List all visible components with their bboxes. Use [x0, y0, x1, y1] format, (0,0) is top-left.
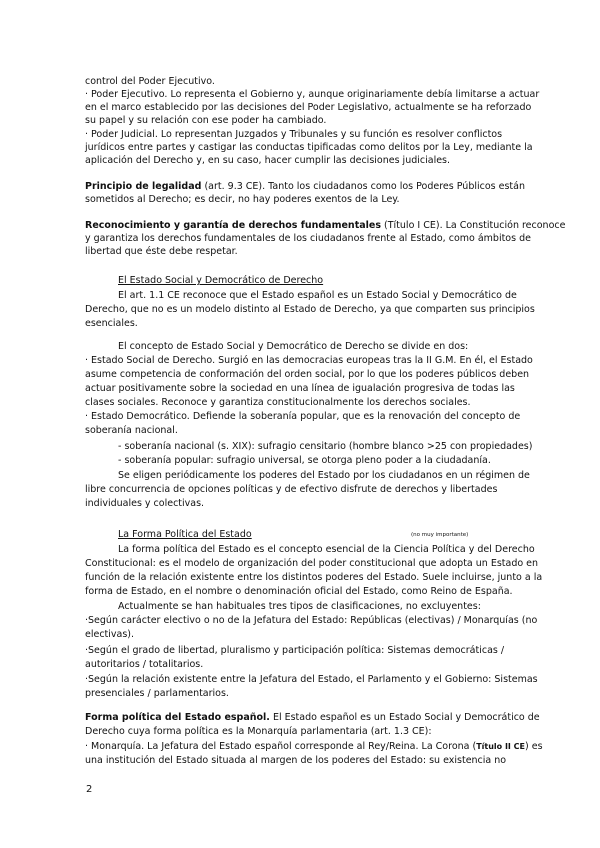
text-line: libre concurrencia de opciones políticas y de efectivo disfrute de derechos y libertades [85, 484, 498, 495]
text-line: Derecho, que no es un modelo distinto al Estado de Derecho, ya que comparten sus principios [85, 304, 535, 315]
text-line: esenciales. [85, 318, 138, 329]
text-line: una institución del Estado situada al margen de los poderes del Estado: su existencia no [85, 755, 507, 766]
list-item: ·Según carácter electivo o no de la Jefatura del Estado: Repúblicas (electivas) / Monarquías (no [85, 615, 538, 626]
spanish-state-paragraph: Forma política del Estado español. El Estado español es un Estado Social y Democrático de [85, 712, 540, 723]
page-number: 2 [86, 784, 93, 795]
text-line: jurídicos entre partes y castigar las conductas tipificadas como delitos por la Ley, mediante la [85, 142, 533, 153]
text-line: soberanía nacional. [85, 425, 178, 436]
bold-heading: Principio de legalidad [85, 181, 202, 192]
text-line: actuar positivamente sobre la sociedad en una línea de igualación progresiva de todas las [85, 383, 515, 394]
text-line: Constitucional: es el modelo de organización del poder constitucional que adopta un Estado en [85, 558, 539, 569]
text-line: · Estado Social de Derecho. Surgió en las democracias europeas tras la II G.M. En él, el Estado [85, 355, 533, 366]
text-line: La forma política del Estado es el concepto esencial de la Ciencia Política y del Derecho [118, 544, 535, 555]
text-line: Derecho cuya forma política es la Monarquía parlamentaria (art. 1.3 CE): [85, 726, 432, 737]
text-line: · Poder Judicial. Lo representan Juzgados y Tribunales y su función es resolver conflictos [85, 129, 503, 140]
text-line: Se eligen periódicamente los poderes del Estado por los ciudadanos en un régimen de [118, 470, 530, 481]
text-line: individuales y colectivas. [85, 498, 205, 509]
margin-note: (no muy importante) [411, 532, 469, 538]
list-item: - soberanía nacional (s. XIX): sufragio censitario (hombre blanco >25 con propiedades) [118, 441, 533, 452]
text-line: función de la relación existente entre los distintos poderes del Estado. Suele incluirse, junto a la [85, 572, 543, 583]
text-line: en el marco establecido por las decisiones del Poder Legislativo, actualmente se ha reforzado [85, 102, 532, 113]
text-line: libertad que éste debe respetar. [85, 246, 238, 257]
rights-paragraph: Reconocimiento y garantía de derechos fundamentales (Título I CE). La Constitución reconoce [85, 220, 566, 231]
legality-principle-paragraph: Principio de legalidad (art. 9.3 CE). Tanto los ciudadanos como los Poderes Públicos están [85, 181, 525, 192]
list-item: ·Según la relación existente entre la Jefatura del Estado, el Parlamento y el Gobierno: Sistemas [85, 674, 538, 685]
text-line: electivas). [85, 629, 135, 640]
text-line: control del Poder Ejecutivo. [85, 76, 215, 87]
text-line: sometidos al Derecho; es decir, no hay poderes exentos de la Ley. [85, 194, 400, 205]
list-item: ·Según el grado de libertad, pluralismo y participación política: Sistemas democráticas / [85, 645, 505, 656]
text-line: clases sociales. Reconoce y garantiza constitucionalmente los derechos sociales. [85, 397, 471, 408]
text-line: presenciales / parlamentarios. [85, 688, 229, 699]
text-line: El art. 1.1 CE reconoce que el Estado español es un Estado Social y Democrático de [118, 290, 517, 301]
bold-heading: Forma política del Estado español. [85, 712, 270, 723]
section-heading: El Estado Social y Democrático de Derecho [118, 275, 324, 286]
text-line: autoritarios / totalitarios. [85, 659, 204, 670]
text-line: · Estado Democrático. Defiende la soberanía popular, que es la renovación del concepto de [85, 411, 521, 422]
text-line: aplicación del Derecho y, en su caso, hacer cumplir las decisiones judiciales. [85, 155, 451, 166]
section-heading: La Forma Política del Estado [118, 529, 252, 540]
text-line: El concepto de Estado Social y Democrático de Derecho se divide en dos: [118, 341, 469, 352]
monarchy-paragraph: · Monarquía. La Jefatura del Estado español corresponde al Rey/Reina. La Corona (Título II CE) es [85, 741, 543, 752]
text-line: Actualmente se han habituales tres tipos de clasificaciones, no excluyentes: [118, 601, 481, 612]
list-item: - soberanía popular: sufragio universal, se otorga pleno poder a la ciudadanía. [118, 455, 491, 466]
text-line: su papel y su relación con ese poder ha cambiado. [85, 115, 327, 126]
text-line: forma de Estado, en el nombre o denominación oficial del Estado, como Reino de España. [85, 586, 513, 597]
text-line: y garantiza los derechos fundamentales de los ciudadanos frente al Estado, como ámbitos de [85, 233, 531, 244]
text-line: asume competencia de conformación del orden social, por lo que los poderes públicos deben [85, 369, 530, 380]
bold-heading: Reconocimiento y garantía de derechos fundamentales [85, 220, 382, 231]
text-line: · Poder Ejecutivo. Lo representa el Gobierno y, aunque originariamente debía limitarse a actuar [85, 89, 540, 100]
